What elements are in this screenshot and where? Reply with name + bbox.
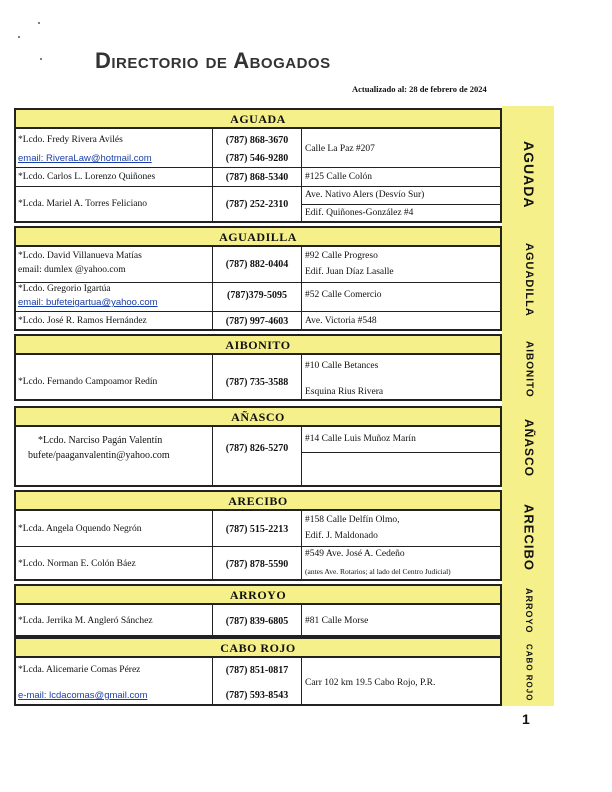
- attorney-phone: (787) 735-3588: [225, 377, 289, 388]
- attorney-address: Edif. Quiñones-González #4: [305, 208, 414, 218]
- attorney-address: Edif. Juan Díaz Lasalle: [305, 267, 394, 277]
- section-header-arecibo: ARECIBO: [14, 490, 502, 510]
- attorney-address: Ave. Nativo Alers (Desvío Sur): [305, 190, 425, 200]
- attorney-address: #52 Calle Comercio: [305, 290, 382, 300]
- page-number: 1: [522, 711, 530, 727]
- attorney-address: #549 Ave. José A. Cedeño: [305, 549, 405, 559]
- attorney-phone: (787) 868-5340: [225, 172, 289, 183]
- attorney-phone: (787) 997-4603: [225, 316, 289, 327]
- section-header-anasco: AÑASCO: [14, 406, 502, 426]
- section-header-aguadilla: AGUADILLA: [14, 226, 502, 246]
- attorney-name: *Lcda. Alicemarie Comas Pérez: [18, 665, 141, 675]
- attorney-name: *Lcdo. Narciso Pagán Valentín: [38, 435, 163, 446]
- attorney-address: Edif. J. Maldonado: [305, 531, 378, 541]
- attorney-phone: (787)379-5095: [227, 290, 287, 301]
- scan-speck: [40, 58, 42, 60]
- attorney-name: *Lcda. Mariel A. Torres Feliciano: [18, 199, 147, 209]
- attorney-address: #14 Calle Luis Muñoz Marín: [305, 434, 416, 444]
- section-header-caborojo: CABO ROJO: [14, 637, 502, 657]
- updated-date: Actualizado al: 28 de febrero de 2024: [352, 84, 487, 94]
- page-title: Directorio de Abogados: [95, 48, 331, 73]
- side-label-arroyo: ARROYO: [524, 588, 534, 634]
- attorney-phone: (787) 252-2310: [225, 199, 289, 210]
- attorney-phone: (787) 593-8543: [225, 690, 289, 701]
- attorney-name: *Lcdo. José R. Ramos Hernández: [18, 316, 147, 326]
- attorney-address: Calle La Paz #207: [305, 144, 375, 154]
- attorney-address-note: (antes Ave. Rotarios; al lado del Centro Judicial): [305, 567, 451, 576]
- attorney-name: *Lcdo. David Villanueva Matías: [18, 251, 142, 261]
- attorney-email: bufete/paaganvalentin@yahoo.com: [28, 450, 170, 461]
- scan-speck: [18, 36, 20, 38]
- attorney-name: *Lcdo. Carlos L. Lorenzo Quiñones: [18, 172, 156, 182]
- attorney-phone: (787) 515-2213: [225, 524, 289, 535]
- attorney-phone: (787) 882-0404: [225, 259, 289, 270]
- attorney-name: *Lcdo. Norman E. Colón Báez: [18, 559, 136, 569]
- attorney-address: #92 Calle Progreso: [305, 251, 378, 261]
- attorney-email[interactable]: e-mail: lcdacomas@gmail.com: [18, 690, 148, 701]
- attorney-name: *Lcdo. Fernando Campoamor Redín: [18, 377, 158, 387]
- attorney-address: #81 Calle Morse: [305, 616, 369, 626]
- attorney-email[interactable]: email: RiveraLaw@hotmail.com: [18, 153, 152, 164]
- section-header-aibonito: AIBONITO: [14, 334, 502, 354]
- attorney-phone: (787) 878-5590: [225, 559, 289, 570]
- side-label-aguada: AGUADA: [521, 141, 537, 209]
- attorney-phone: (787) 851-0817: [225, 665, 289, 676]
- attorney-address: #10 Calle Betances: [305, 361, 379, 371]
- attorney-phone: (787) 868-3670: [225, 135, 289, 146]
- side-label-caborojo: CABO ROJO: [524, 644, 534, 702]
- attorney-address: #158 Calle Delfín Olmo,: [305, 515, 400, 525]
- attorney-email: email: dumlex @yahoo.com: [18, 265, 126, 275]
- scan-speck: [38, 22, 40, 24]
- section-header-arroyo: ARROYO: [14, 584, 502, 604]
- attorney-name: *Lcda. Angela Oquendo Negrón: [18, 524, 142, 534]
- side-label-arecibo: ARECIBO: [521, 503, 537, 571]
- attorney-address: Ave. Victoria #548: [305, 316, 377, 326]
- side-label-anasco: AÑASCO: [522, 418, 536, 477]
- attorney-email[interactable]: email: bufeteigartua@yahoo.com: [18, 297, 158, 308]
- attorney-phone: (787) 839-6805: [225, 616, 289, 627]
- side-label-aguadilla: AGUADILLA: [523, 243, 535, 317]
- side-label-aibonito: AIBONITO: [523, 340, 535, 398]
- attorney-name: *Lcdo. Gregorio Igartúa: [18, 284, 111, 294]
- attorney-phone: (787) 826-5270: [225, 443, 289, 454]
- attorney-address: #125 Calle Colón: [305, 172, 373, 182]
- attorney-phone: (787) 546-9280: [225, 153, 289, 164]
- attorney-name: *Lcdo. Fredy Rivera Avilés: [18, 135, 123, 145]
- attorney-address: Esquina Rius Rivera: [305, 387, 384, 397]
- attorney-address: Carr 102 km 19.5 Cabo Rojo, P.R.: [305, 678, 436, 688]
- attorney-name: *Lcda. Jerrika M. Angleró Sánchez: [18, 616, 153, 626]
- section-header-aguada: AGUADA: [14, 108, 502, 128]
